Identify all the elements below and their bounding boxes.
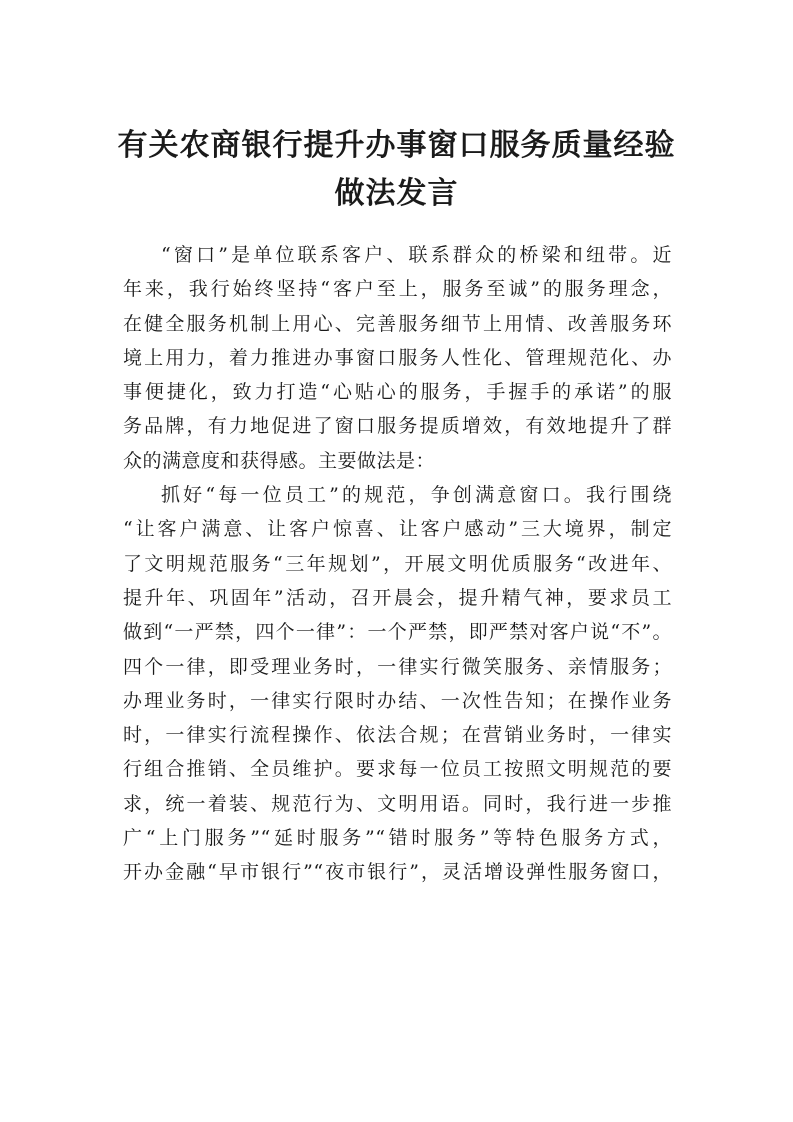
paragraph-line: 务品牌，有力地促进了窗口服务提质增效，有效地提升了群 xyxy=(123,415,672,438)
paragraph-line: 抓好“每一位员工”的规范，争创满意窗口。我行围绕 xyxy=(161,484,672,507)
paragraph-line: 求，统一着装、规范行为、文明用语。同时，我行进一步推 xyxy=(123,792,672,815)
paragraph-line: “窗口”是单位联系客户、联系群众的桥梁和纽带。近 xyxy=(161,244,672,266)
paragraph-line: 行组合推销、全员维护。要求每一位员工按照文明规范的要 xyxy=(123,758,672,781)
paragraph-line: 广“上门服务”“延时服务”“错时服务”等特色服务方式， xyxy=(123,827,672,850)
paragraph-2 xyxy=(123,478,672,890)
paragraph-line: 在健全服务机制上用心、完善服务细节上用情、改善服务环 xyxy=(123,312,672,335)
paragraph-line: 四个一律，即受理业务时，一律实行微笑服务、亲情服务； xyxy=(123,655,672,678)
paragraph-line: 提升年、巩固年”活动，召开晨会，提升精气神，要求员工 xyxy=(123,586,672,609)
paragraph-line: 境上用力，着力推进办事窗口服务人性化、管理规范化、办 xyxy=(123,346,672,369)
document-body xyxy=(123,238,672,890)
paragraph-line: 众的满意度和获得感。主要做法是： xyxy=(123,449,436,472)
paragraph-line: 了文明规范服务“三年规划”，开展文明优质服务“改进年、 xyxy=(123,552,672,575)
paragraph-line: 年来，我行始终坚持“客户至上，服务至诚”的服务理念， xyxy=(123,278,672,301)
paragraph-line: “让客户满意、让客户惊喜、让客户感动”三大境界，制定 xyxy=(123,518,672,541)
paragraph-line: 时，一律实行流程操作、依法合规；在营销业务时，一律实 xyxy=(123,724,672,747)
paragraph-line: 事便捷化，致力打造“心贴心的服务，手握手的承诺”的服 xyxy=(123,381,672,404)
paragraph-line: 办理业务时，一律实行限时办结、一次性告知；在操作业务 xyxy=(123,689,672,712)
paragraph-1 xyxy=(123,238,672,478)
document-title-line-1: 有关农商银行提升办事窗口服务质量经验 xyxy=(117,128,676,163)
document-title-line-2: 做法发言 xyxy=(334,176,459,211)
paragraph-line: 做到“一严禁，四个一律”：一个严禁，即严禁对客户说“不”。 xyxy=(123,621,672,644)
paragraph-line: 开办金融“早市银行”“夜市银行”，灵活增设弹性服务窗口， xyxy=(123,861,672,884)
